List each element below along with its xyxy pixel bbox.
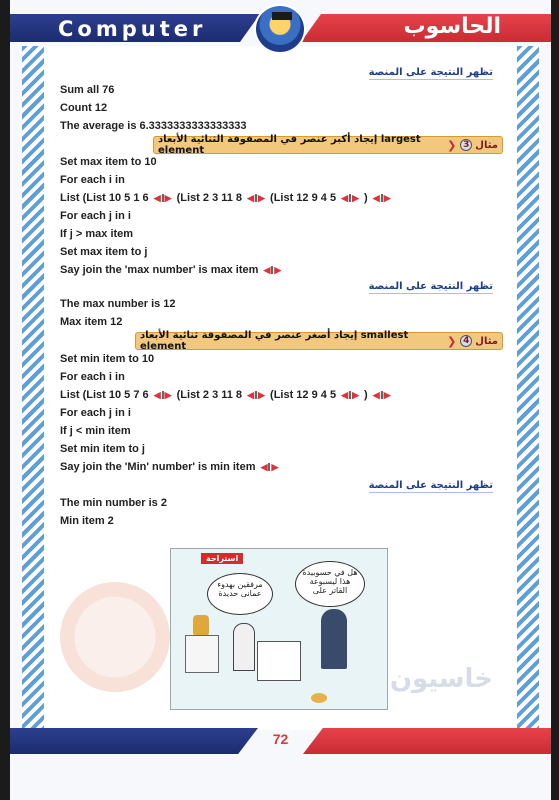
- arrow-pair-icon: ◀ ▶: [153, 193, 172, 203]
- result-line: Max item 12: [60, 316, 123, 328]
- arrow-pair-icon: ◀ ▶: [341, 390, 359, 400]
- code-text: Say join the 'Min' number' is min item: [60, 461, 256, 473]
- result-line: The min number is 2: [60, 497, 167, 509]
- cartoon-tag: استراحة: [201, 553, 243, 564]
- chevron-icon: ❯: [447, 138, 457, 152]
- example-4-text: إيجاد أصغر عنصر في المصفوفة ثنائية الأبعاد smallest element: [140, 330, 409, 352]
- code-line: For each i in: [60, 371, 125, 383]
- example-4-banner: [135, 332, 503, 350]
- list-part: (List 2 3 11 8: [176, 192, 243, 204]
- example-4-number: 4: [460, 335, 472, 347]
- result-heading: تظهر النتيجة على المنصة: [368, 480, 493, 491]
- arrow-pair-icon: ◀ ▶: [263, 265, 282, 275]
- list-part: (List 12 9 4 5: [270, 389, 337, 401]
- result-heading: تظهر النتيجة على المنصة: [368, 67, 493, 78]
- code-line: For each j in i: [60, 210, 131, 222]
- arrow-pair-icon: ◀ ▶: [341, 193, 359, 203]
- code-line: Set min item to 10: [60, 353, 155, 365]
- code-line: For each j in i: [60, 407, 131, 419]
- right-stripe-border: [517, 46, 539, 730]
- speech-bubble-left: مرفقين بهدوء عمانى حديدة: [207, 573, 273, 615]
- header-title-ar: الحاسوب: [403, 14, 501, 39]
- mascot-logo-icon: [254, 4, 306, 54]
- code-line: Set max item to j: [60, 246, 148, 258]
- code-line: For each i in: [60, 174, 125, 186]
- duck-icon: [311, 693, 327, 703]
- example-3-number: 3: [460, 139, 472, 151]
- arrow-pair-icon: ◀ ▶: [247, 390, 265, 400]
- code-line: Set max item to 10: [60, 156, 157, 168]
- man-figure-right-icon: [321, 609, 347, 669]
- sum-line: Sum all 76: [60, 84, 115, 96]
- list-part: ): [364, 389, 368, 401]
- result-line: The max number is 12: [60, 298, 176, 310]
- box-icon: [257, 641, 301, 681]
- say-line: [60, 264, 283, 276]
- list-line: [60, 389, 393, 401]
- list-part: List (List 10 5 1 6: [60, 192, 149, 204]
- left-stripe-border: [22, 46, 44, 730]
- say-line: [60, 461, 280, 473]
- count-line: Count 12: [60, 102, 108, 114]
- page: [10, 0, 551, 800]
- list-part: (List 2 3 11 8: [176, 389, 243, 401]
- example-4-label: مثال: [475, 335, 498, 347]
- example-3-label: مثال: [475, 139, 498, 151]
- list-part: (List 12 9 4 5: [270, 192, 337, 204]
- header-title-en: Computer: [58, 17, 207, 41]
- arrow-pair-icon: ◀ ▶: [153, 390, 172, 400]
- vase-icon: [193, 615, 209, 635]
- code-line: Set min item to j: [60, 443, 145, 455]
- list-part: ): [364, 192, 368, 204]
- code-line: If j < min item: [60, 425, 131, 437]
- example-3-badge: [446, 139, 498, 152]
- code-line: If j > max item: [60, 228, 134, 240]
- cartoon-image: [170, 548, 388, 710]
- code-text: Say join the 'max number' is max item: [60, 264, 259, 276]
- arrow-pair-icon: ◀ ▶: [260, 462, 279, 472]
- result-heading: تظهر النتيجة على المنصة: [368, 281, 493, 292]
- pedestal-icon: [185, 635, 219, 673]
- example-4-badge: [446, 335, 498, 348]
- list-line: [60, 192, 393, 204]
- man-figure-left-icon: [233, 623, 255, 671]
- example-3-banner: [153, 136, 503, 154]
- arrow-pair-icon: ◀ ▶: [372, 390, 391, 400]
- page-header: [10, 0, 551, 52]
- arrow-pair-icon: ◀ ▶: [247, 193, 265, 203]
- chevron-icon: ❯: [447, 334, 457, 348]
- brand-watermark: خاسيون: [389, 664, 493, 694]
- speech-bubble-right: هل في حسوبيدة هذا ليسبوعة القاتر على: [295, 561, 365, 607]
- arrow-pair-icon: ◀ ▶: [372, 193, 391, 203]
- page-number: 72: [272, 731, 289, 747]
- example-3-text: إيجاد أكبر عنصر في المصفوفة الثنائية الأبعاد largest element: [158, 134, 421, 156]
- average-line: The average is 6.3333333333333333: [60, 120, 247, 132]
- list-part: List (List 10 5 7 6: [60, 389, 149, 401]
- result-line: Min item 2: [60, 515, 114, 527]
- watermark-seal-icon: [60, 582, 170, 692]
